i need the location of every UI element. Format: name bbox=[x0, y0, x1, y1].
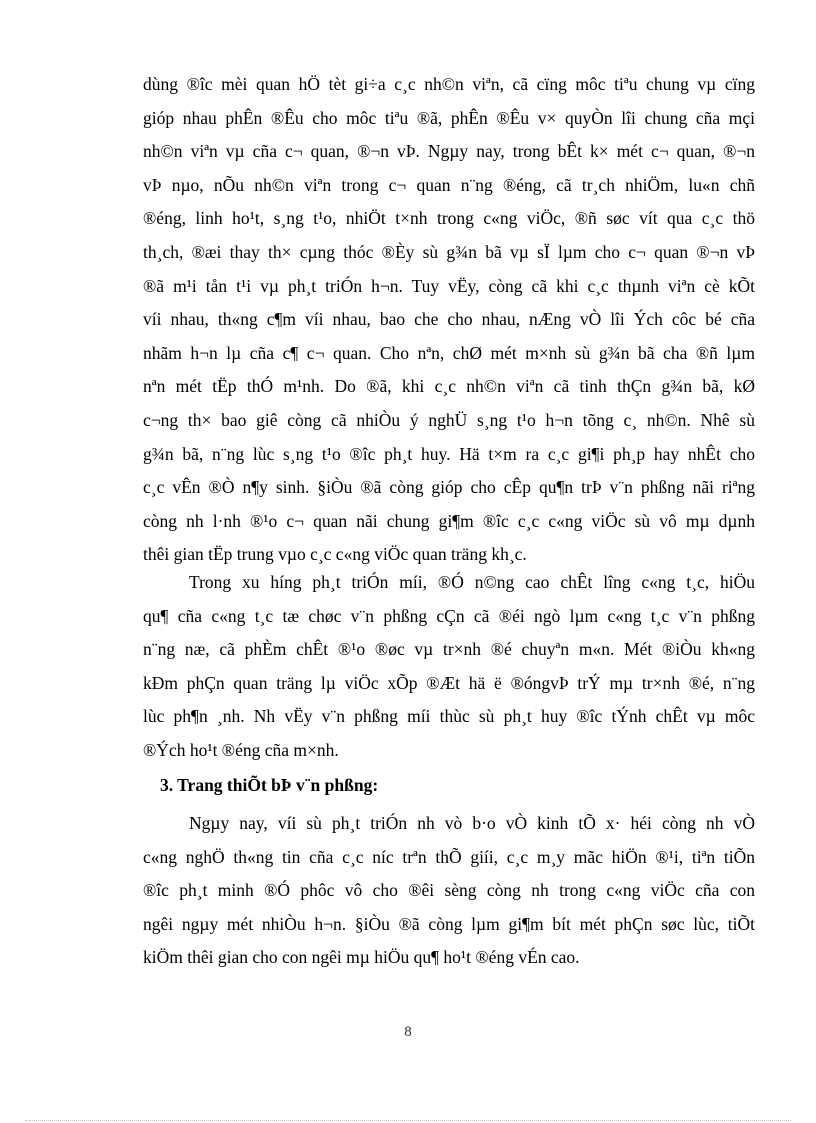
text-line: c¬ng th× bao giê còng cã nhiÒu ý nghÜ s¸ng t¹o h¬n tõng c¸ nh©n. Nhê sù bbox=[143, 409, 755, 430]
text-line: ®ã m¹i tån t¹i vµ ph¸t triÓn h¬n. Tuy vËy, còng cã khi c¸c thµnh viªn cè kÕt bbox=[143, 275, 755, 296]
text-line: gióp nhau phÊn ®Êu cho môc tiªu ®ã, phÊn ®Êu v× quyÒn lîi chung cña mçi bbox=[143, 107, 755, 128]
text-line: Ngµy nay, víi sù ph¸t triÓn nh vò b·o vÒ kinh tÕ x· héi còng nh vÒ bbox=[189, 813, 755, 833]
text-line: qu¶ cña c«ng t¸c tæ chøc v¨n phßng cÇn cã ®éi ngò lµm c«ng t¸c v¨n phßng bbox=[143, 605, 755, 626]
text-line: ngêi ngµy mét nhiÒu h¬n. §iÒu ®ã còng lµm gi¶m bít mét phÇn søc lùc, tiÕt bbox=[143, 913, 755, 934]
page-bottom-divider bbox=[25, 1120, 791, 1121]
text-line: víi nhau, th«ng c¶m víi nhau, bao che cho nhau, nÆng vÒ lîi Ých côc bé cña bbox=[143, 309, 755, 330]
text-line: th¸ch, ®æi thay th× cµng thóc ®Èy sù g¾n bã vµ sÏ lµm cho c¬ quan ®¬n vÞ bbox=[143, 241, 755, 262]
text-line: kÐm phÇn quan träng lµ viÖc xÕp ®Æt hä ë ®óngvÞ trÝ mµ tr×nh ®é, n¨ng bbox=[143, 672, 755, 693]
section-heading: 3. Trang thiÕt bÞ v¨n phßng: bbox=[160, 775, 379, 795]
text-line: nªn mét tËp thÓ m¹nh. Do ®ã, khi c¸c nh©n viªn cã tinh thÇn g¾n bã, kØ bbox=[143, 376, 755, 397]
text-line: ®îc ph¸t minh ®Ó phôc vô cho ®êi sèng còng nh trong c«ng viÖc cña con bbox=[143, 880, 755, 901]
text-line: dùng ®îc mèi quan hÖ tèt gi÷a c¸c nh©n viªn, cã cïng môc tiªu chung vµ cïng bbox=[143, 74, 755, 94]
text-line: vÞ nµo, nÕu nh©n viªn trong c¬ quan n¨ng ®éng, cã tr¸ch nhiÖm, lu«n chñ bbox=[143, 174, 755, 195]
text-line: Trong xu híng ph¸t triÓn míi, ®Ó n©ng cao chÊt lîng c«ng t¸c, hiÖu bbox=[189, 572, 755, 592]
text-line: kiÖm thêi gian cho con ngêi mµ hiÖu qu¶ ho¹t ®éng vÉn cao. bbox=[143, 947, 580, 968]
text-line: thêi gian tËp trung vµo c¸c c«ng viÖc quan träng kh¸c. bbox=[143, 544, 527, 565]
paragraph-2 bbox=[143, 566, 755, 768]
text-line: lùc ph¶n ¸nh. Nh vËy v¨n phßng míi thùc sù ph¸t huy ®îc tÝnh chÊt vµ môc bbox=[143, 706, 755, 727]
text-line: còng nh l·nh ®¹o c¬ quan nãi chung gi¶m ®îc c¸c c«ng viÖc sù vô mµ dµnh bbox=[143, 510, 755, 531]
text-line: ®éng, linh ho¹t, s¸ng t¹o, nhiÖt t×nh trong c«ng viÖc, ®ñ søc vít qua c¸c thö bbox=[143, 208, 755, 229]
text-line: c«ng nghÖ th«ng tin cña c¸c níc trªn thÕ giíi, c¸c m¸y mãc hiÖn ®¹i, tiªn tiÕn bbox=[143, 846, 755, 867]
page-number: 8 bbox=[404, 1024, 412, 1040]
text-line: c¸c vÊn ®Ò n¶y sinh. §iÒu ®ã còng gióp cho cÊp qu¶n trÞ v¨n phßng nãi riªng bbox=[143, 477, 755, 498]
text-line: nhãm h¬n lµ cña c¶ c¬ quan. Cho nªn, chØ mét m×nh sù g¾n bã cha ®ñ lµm bbox=[143, 342, 755, 363]
paragraph-3 bbox=[143, 807, 755, 975]
text-line: ®Ých ho¹t ®éng cña m×nh. bbox=[143, 739, 339, 760]
paragraph-1 bbox=[143, 68, 755, 572]
text-line: n¨ng næ, cã phÈm chÊt ®¹o ®øc vµ tr×nh ®é chuyªn m«n. Mét ®iÒu kh«ng bbox=[143, 639, 755, 660]
text-line: nh©n viªn vµ cña c¬ quan, ®¬n vÞ. Ngµy nay, trong bÊt k× mét c¬ quan, ®¬n bbox=[143, 141, 755, 162]
text-line: g¾n bã, n¨ng lùc s¸ng t¹o ®îc ph¸t huy. Hä t×m ra c¸c gi¶i ph¸p hay nhÊt cho bbox=[143, 443, 755, 464]
